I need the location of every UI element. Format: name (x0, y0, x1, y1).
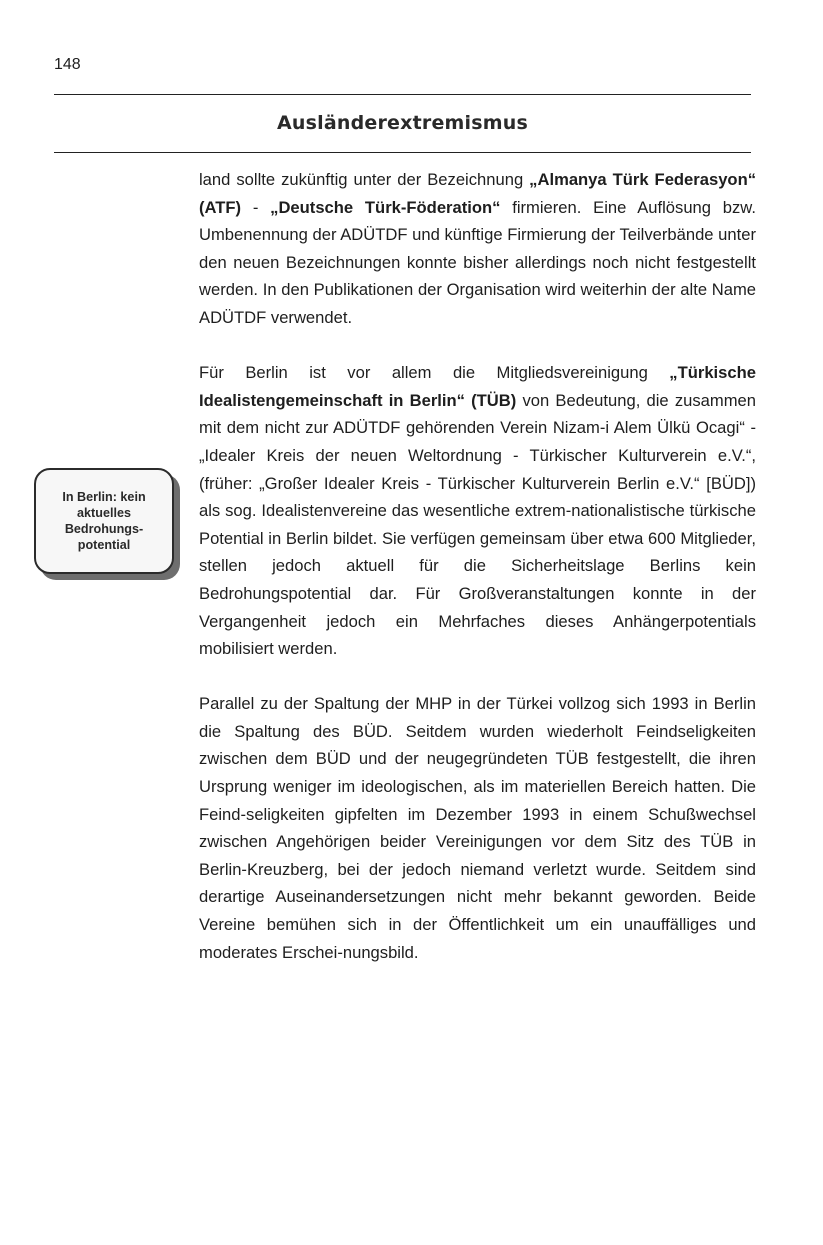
text-run: land sollte zukünftig unter der Bezeichnung (199, 170, 530, 189)
text-run: Für Berlin ist vor allem die Mitgliedsvereinigung (199, 363, 670, 383)
running-title: Ausländerextremismus (277, 112, 528, 134)
margin-note-line: potential (77, 538, 131, 552)
margin-note-box (34, 468, 174, 574)
text-run: Parallel zu der Spaltung der MHP in der Türkei vollzog sich 1993 in Berlin die Spaltung des BÜD. Seitdem wurden wiederholt Feindseligkeiten zwischen dem BÜD und der neugegründeten TÜB festgestellt, die ihren Ursprung weniger im ideologischen, als im materiellen Bereich hatten. Die Feind-seligkeiten gipfelten im Dezember 1993 in einem Schußwechsel zwischen Angehörigen beider Vereinigungen vor dem Sitz des TÜB in Berlin-Kreuzberg, bei der jedoch niemand verletzt wurde. Seitdem sind derartige Auseinandersetzungen nicht mehr bekannt geworden. Beide Vereine bemühen sich in der Öffentlichkeit um ein unauffälliges und moderates Erschei-nungsbild. (199, 694, 756, 962)
text-run: von Bedeutung, die zusammen mit dem nicht zur ADÜTDF gehörenden Verein Nizam-i Alem Ülkü Ocagi“ - „Idealer Kreis der neuen Weltordnung - Türkischer Kulturverein e.V.“, (früher: „Großer Idealer Kreis - Türkischer Kulturverein Berlin e.V.“ [BÜD]) als sog. Idealistenvereine das wesentliche extrem-nationalistische türkische Potential in Berlin bildet. Sie verfügen gemeinsam über etwa 600 Mitglieder, stellen jedoch aktuell für die Sicherheitslage Berlins kein Bedrohungspotential dar. Für Großveranstaltungen konnte in der Vergangenheit jedoch ein Mehrfaches dieses Anhängerpotentials mobilisiert werden. (199, 390, 756, 659)
bold-term: „Almanya Türk Federasyon“ (ATF) (199, 170, 756, 217)
margin-note-line: Bedrohungs- (64, 522, 144, 536)
paragraph (199, 166, 756, 332)
page-number: 148 (54, 56, 81, 73)
paragraph (199, 359, 756, 663)
bold-term: „Deutsche Türk-Föderation“ (270, 197, 501, 217)
header-rule-bottom (54, 152, 751, 153)
body-text (199, 166, 756, 994)
bold-term: „Türkische Idealistengemeinschaft in Berlin“ (TÜB) (199, 363, 756, 410)
text-run: - (241, 197, 271, 217)
paragraph (199, 690, 756, 966)
margin-note-text (45, 489, 163, 553)
header-rule-top (54, 94, 751, 95)
text-run: firmieren. Eine Auflösung bzw. Umbenennung der ADÜTDF und künftige Firmierung der Teilverbände unter den neuen Bezeichnungen konnte bisher allerdings noch nicht festgestellt werden. In den Publikationen der Organisation wird weiterhin der alte Name ADÜTDF verwendet. (199, 197, 756, 327)
margin-note-line: In Berlin: kein (62, 490, 146, 504)
margin-note-line: aktuelles (77, 506, 131, 520)
